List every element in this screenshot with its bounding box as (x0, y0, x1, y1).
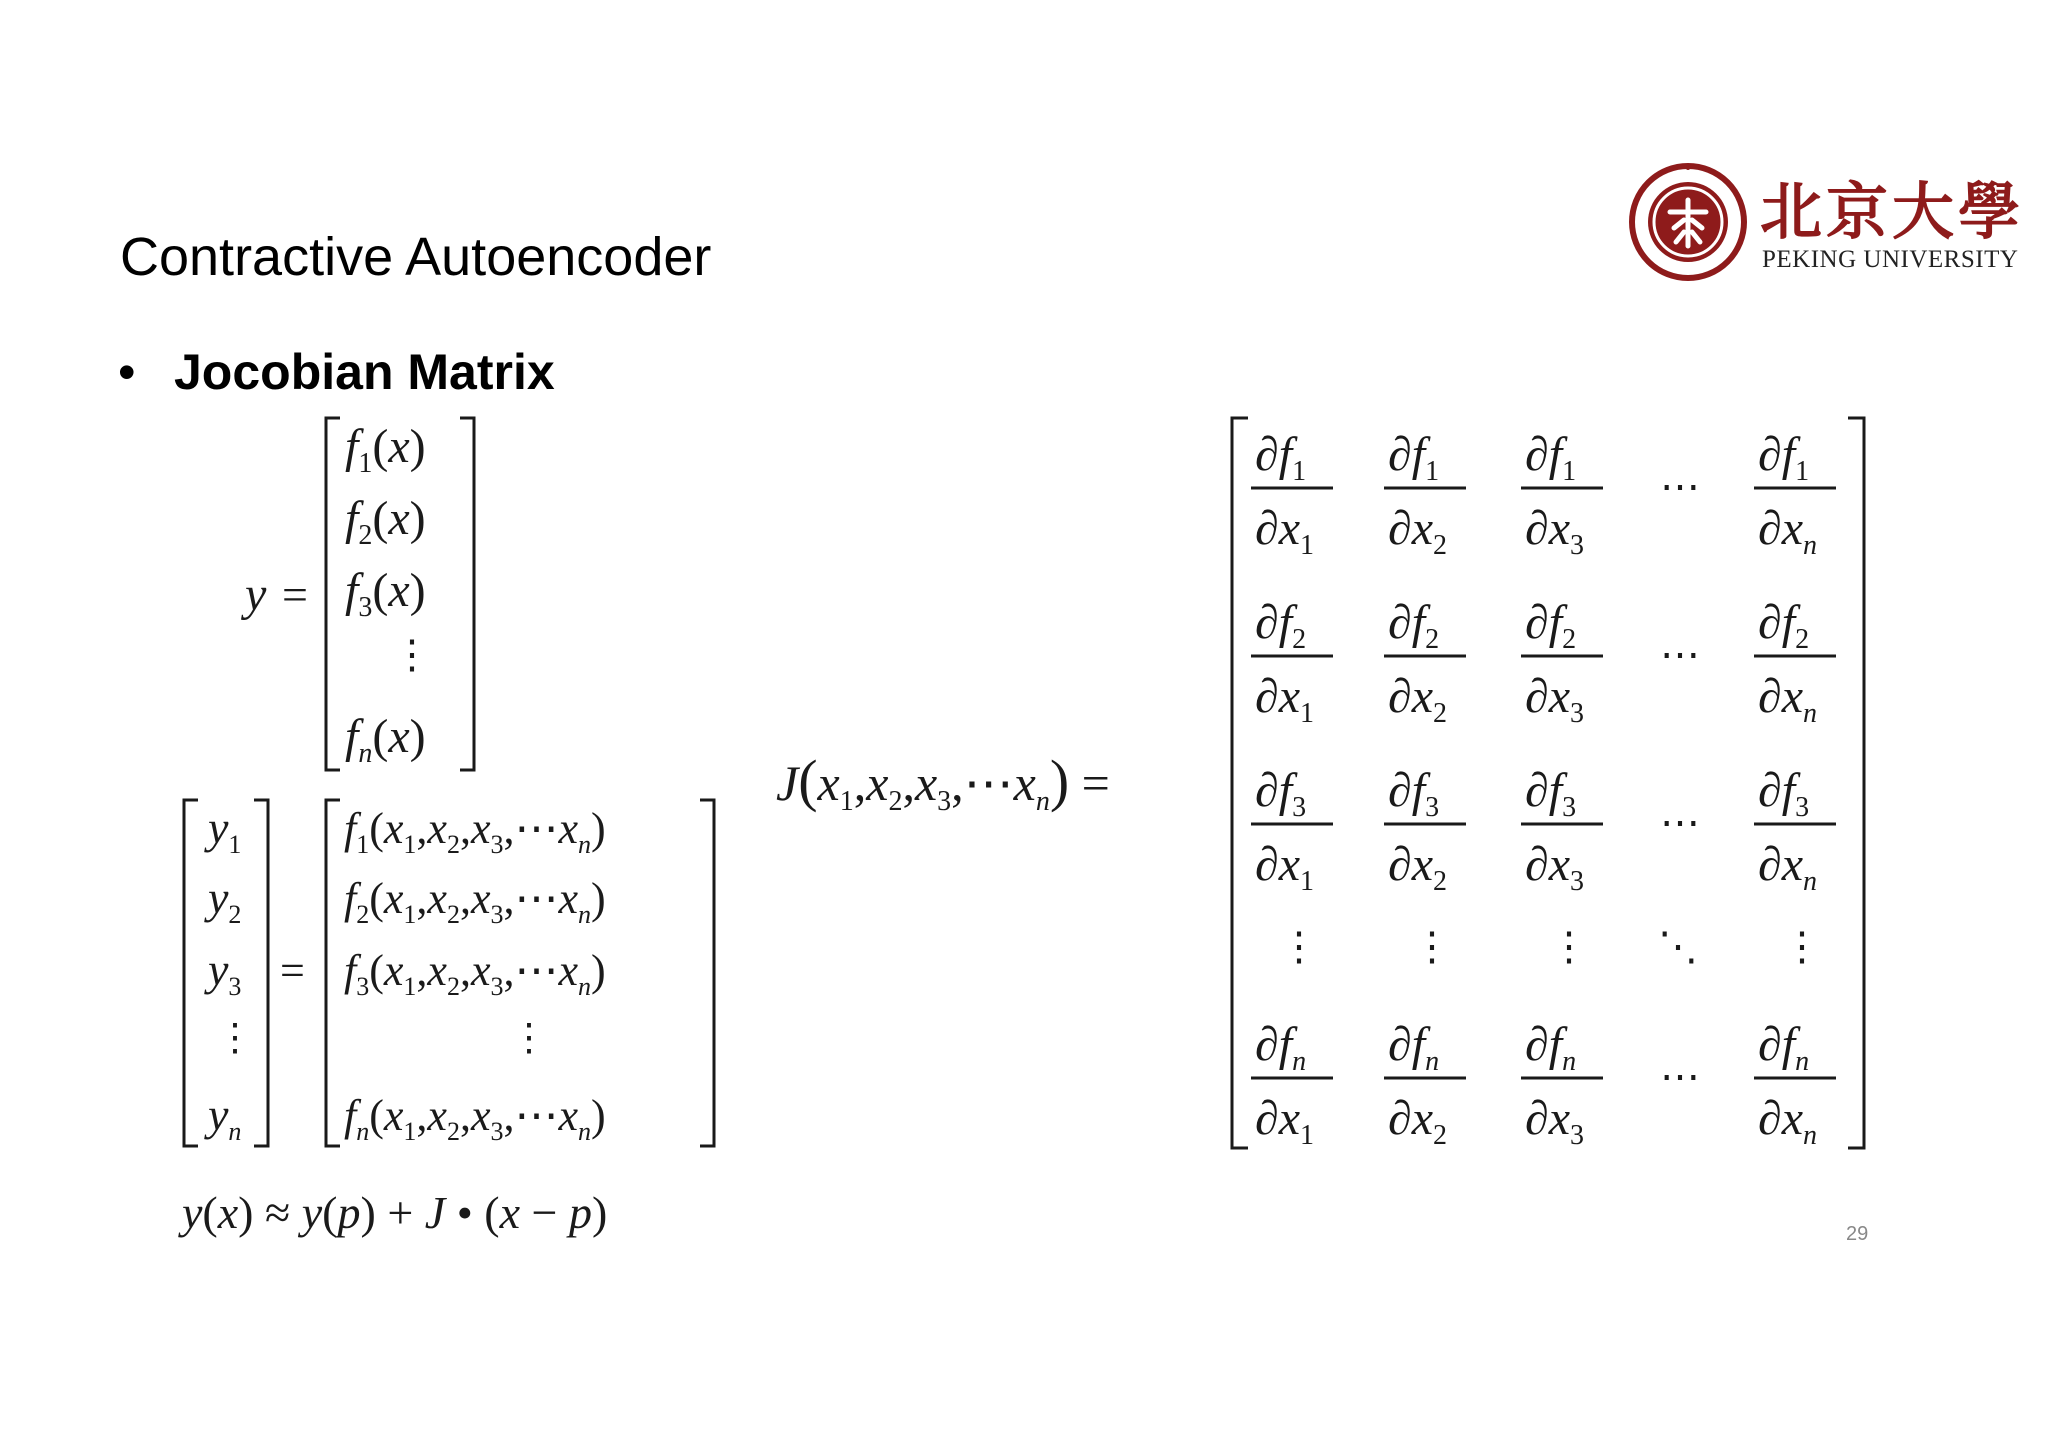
horizontal-ellipsis: ⋯ (1660, 1054, 1700, 1099)
partial-numerator: $\partial f_2$ (1255, 596, 1307, 655)
partial-numerator: $\partial f_1$ (1525, 428, 1577, 487)
bullet-label: Jocobian Matrix (174, 344, 555, 400)
page-number: 29 (1846, 1223, 1869, 1245)
vertical-ellipsis: ⋮ (1412, 924, 1452, 969)
partial-denominator: $\partial x_2$ (1388, 670, 1448, 729)
partial-numerator: $\partial f_n$ (1525, 1018, 1577, 1077)
partial-denominator: $\partial x_1$ (1255, 838, 1315, 897)
partial-denominator: $\partial x_2$ (1388, 838, 1448, 897)
svg-text:=: = (280, 946, 305, 995)
equation-system (184, 800, 714, 1146)
svg-text:J(x1,x2,x3,⋯xn) =: $J(x_1,x_2,x_3,\cdots x_n)$ = (776, 748, 1110, 817)
partial-numerator: $\partial f_3$ (1525, 764, 1577, 823)
jacobian-entry (1384, 596, 1466, 729)
diagonal-ellipsis: ⋱ (1658, 924, 1698, 969)
partial-denominator: $\partial x_3$ (1525, 1092, 1585, 1151)
vertical-ellipsis: ⋮ (1279, 924, 1319, 969)
jacobian-entry (1754, 764, 1836, 897)
jacobian-entry (1251, 596, 1333, 729)
svg-text:yn: $y_n$ (208, 1089, 242, 1146)
svg-text:fn(x): $f_n(x)$ (345, 710, 426, 769)
horizontal-ellipsis: ⋯ (1660, 464, 1700, 509)
partial-denominator: $\partial x_n$ (1758, 502, 1818, 561)
svg-text:y: y (245, 568, 267, 621)
svg-text:⋮: ⋮ (392, 632, 432, 677)
partial-numerator: $\partial f_2$ (1758, 596, 1810, 655)
partial-numerator: $\partial f_n$ (1758, 1018, 1810, 1077)
partial-numerator: $\partial f_1$ (1758, 428, 1810, 487)
partial-denominator: $\partial x_3$ (1525, 838, 1585, 897)
bullet-dot: • (118, 344, 136, 400)
svg-text:f3(x): $f_3(x)$ (345, 564, 426, 623)
svg-text:y2: $y_2$ (208, 872, 242, 929)
jacobian-entry (1521, 428, 1603, 561)
jacobian-entry (1384, 764, 1466, 897)
svg-text:f1(x1,x2,x3,⋯xn): $f_1(x_1,x_2,x_3,\cdots x_n)$ (344, 804, 606, 859)
svg-text:f2(x): $f_2(x)$ (345, 492, 426, 551)
partial-numerator: $\partial f_3$ (1388, 764, 1440, 823)
partial-denominator: $\partial x_n$ (1758, 670, 1818, 729)
horizontal-ellipsis: ⋯ (1660, 800, 1700, 845)
equation-approximation (178, 1187, 607, 1238)
jacobian-entry (1251, 1018, 1333, 1151)
partial-numerator: $\partial f_n$ (1255, 1018, 1307, 1077)
equation-jacobian-lhs (776, 748, 1110, 817)
partial-denominator: $\partial x_1$ (1255, 502, 1315, 561)
logo-english-name: PEKING UNIVERSITY (1762, 246, 2019, 273)
partial-denominator: $\partial x_n$ (1758, 1092, 1818, 1151)
jacobian-entry (1251, 764, 1333, 897)
partial-numerator: $\partial f_3$ (1758, 764, 1810, 823)
partial-denominator: $\partial x_1$ (1255, 1092, 1315, 1151)
jacobian-entry (1521, 596, 1603, 729)
logo-chinese-name: 北京大學 (1760, 175, 2025, 248)
partial-denominator: $\partial x_3$ (1525, 502, 1585, 561)
svg-text:y3: $y_3$ (208, 944, 242, 1001)
partial-denominator: $\partial x_2$ (1388, 1092, 1448, 1151)
jacobian-entry (1251, 428, 1333, 561)
svg-text:fn(x1,x2,x3,⋯xn): $f_n(x_1,x_2,x_3,\cdots x_n)$ (344, 1091, 606, 1146)
jacobian-matrix (1232, 418, 1864, 1151)
svg-text:y(x) ≈ y(p) + J • (x − p): y(x) ≈ y(p) + J • (x − p) (182, 1187, 608, 1238)
jacobian-entry (1384, 1018, 1466, 1151)
svg-text:f1(x): $f_1(x)$ (345, 420, 426, 479)
partial-denominator: $\partial x_n$ (1758, 838, 1818, 897)
partial-denominator: $\partial x_1$ (1255, 670, 1315, 729)
partial-numerator: $\partial f_3$ (1255, 764, 1307, 823)
partial-numerator: $\partial f_1$ (1388, 428, 1440, 487)
slide-title: Contractive Autoencoder (120, 227, 712, 287)
partial-numerator: $\partial f_2$ (1525, 596, 1577, 655)
partial-numerator: $\partial f_2$ (1388, 596, 1440, 655)
partial-denominator: $\partial x_3$ (1525, 670, 1585, 729)
svg-text:f2(x1,x2,x3,⋯xn): $f_2(x_1,x_2,x_3,\cdots x_n)$ (344, 874, 606, 929)
jacobian-entry (1521, 764, 1603, 897)
jacobian-entry (1384, 428, 1466, 561)
partial-denominator: $\partial x_2$ (1388, 502, 1448, 561)
partial-numerator: $\partial f_n$ (1388, 1018, 1440, 1077)
svg-text:y1: $y_1$ (208, 802, 242, 859)
vertical-ellipsis: ⋮ (1782, 924, 1822, 969)
svg-text:f3(x1,x2,x3,⋯xn): $f_3(x_1,x_2,x_3,\cdots x_n)$ (344, 946, 606, 1001)
horizontal-ellipsis: ⋯ (1660, 632, 1700, 677)
svg-text:⋮: ⋮ (510, 1017, 548, 1059)
svg-text:=: = (282, 569, 308, 620)
jacobian-entry (1754, 596, 1836, 729)
jacobian-entry (1521, 1018, 1603, 1151)
partial-numerator: $\partial f_1$ (1255, 428, 1307, 487)
jacobian-entry (1754, 428, 1836, 561)
vertical-ellipsis: ⋮ (1549, 924, 1589, 969)
jacobian-entry (1754, 1018, 1836, 1151)
svg-text:⋮: ⋮ (216, 1017, 254, 1059)
equation-y-vector (240, 418, 474, 770)
